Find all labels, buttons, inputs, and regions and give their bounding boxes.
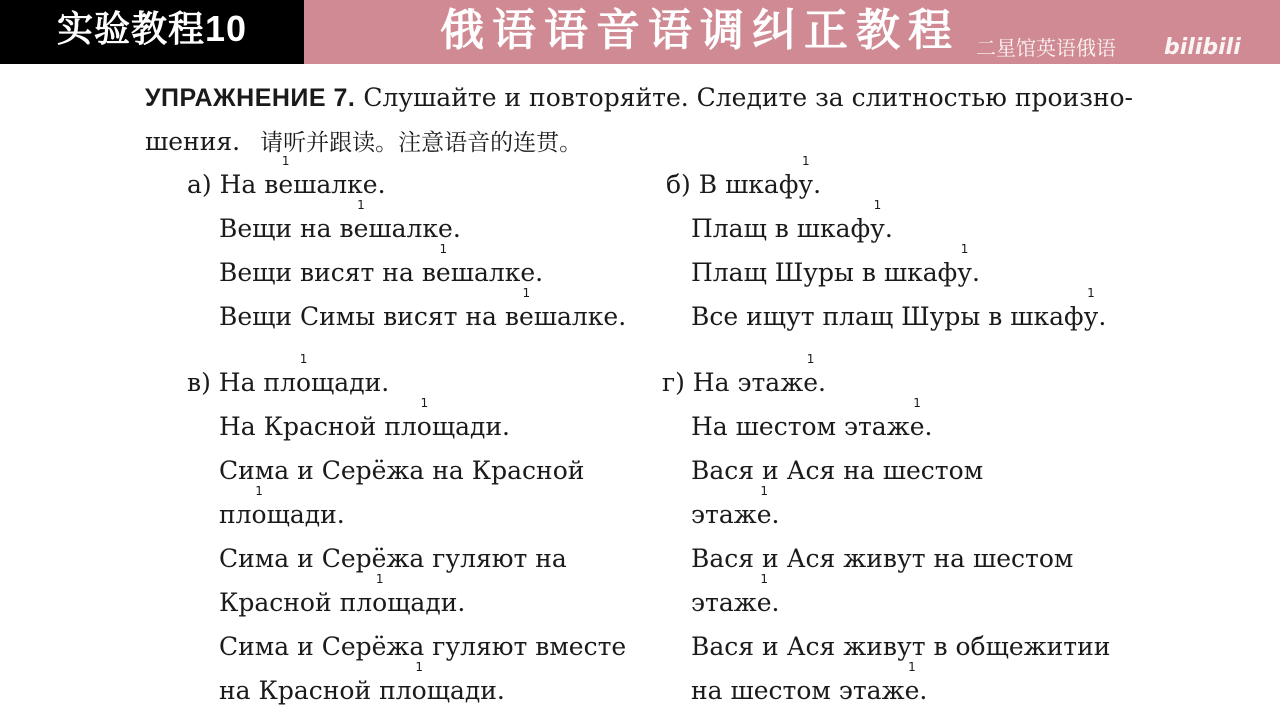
- stressed-vowel: 1 е: [910, 412, 925, 442]
- exercise-line: пл1 ощади.: [219, 500, 345, 530]
- instruction-zh: 请听并跟读。注意语音的连贯。: [260, 130, 583, 156]
- stressed-vowel: 1 е: [803, 368, 818, 398]
- exercise-line: Плащ в шкаф1 у.: [691, 214, 893, 244]
- exercise-line: на Красной пл1 ощади.: [219, 676, 505, 706]
- exercise-instruction: [145, 76, 1135, 165]
- stressed-vowel: 1 о: [412, 676, 427, 706]
- exercise-line: Сима и Серёжа на Красной: [219, 456, 585, 485]
- exercise-line: Вася и Ася на шестом: [691, 456, 984, 485]
- channel-watermark: 二星馆英语俄语: [976, 36, 1116, 60]
- exercise-line: этаж1 е.: [691, 588, 780, 618]
- exercise-line: Вещи Симы висят на в1 ешалке.: [219, 302, 626, 332]
- stressed-vowel: 1 е: [757, 588, 772, 618]
- lesson-tag: 实验教程10: [0, 0, 304, 64]
- exercise-line: На шестом этаж1 е.: [691, 412, 932, 442]
- exercise-line: а) На в1 ешалке.: [187, 170, 386, 200]
- stressed-vowel: 1 е: [519, 302, 534, 332]
- exercise-line: Красной пл1 ощади.: [219, 588, 465, 618]
- instruction-ru-line2: шения.: [145, 127, 241, 156]
- stressed-vowel: 1 е: [354, 214, 369, 244]
- exercise-line: Плащ Шуры в шкаф1 у.: [691, 258, 980, 288]
- stressed-vowel: 1 у: [1084, 302, 1099, 332]
- exercise-label: УПРАЖНЕНИЕ 7.: [145, 84, 356, 112]
- stressed-vowel: 1 е: [757, 500, 772, 530]
- stressed-vowel: 1 е: [278, 170, 293, 200]
- exercise-line: б) В шкаф1 у.: [666, 170, 821, 200]
- stressed-vowel: 1 о: [372, 588, 387, 618]
- exercise-line: Вася и Ася живут на шестом: [691, 544, 1074, 573]
- exercise-line: в) На пл1 ощади.: [187, 368, 389, 398]
- exercise-line: Сима и Серёжа гуляют на: [219, 544, 567, 573]
- instruction-ru-line1: Слушайте и повторяйте. Следите за слитностью произно-: [363, 83, 1134, 112]
- exercise-line: Вещи висят на в1 ешалке.: [219, 258, 543, 288]
- top-banner: [0, 0, 1280, 64]
- stressed-vowel: 1 о: [296, 368, 311, 398]
- bilibili-logo: bilibili: [1164, 35, 1241, 60]
- stressed-vowel: 1 у: [957, 258, 972, 288]
- exercise-line: На Красной пл1 ощади.: [219, 412, 510, 442]
- stressed-vowel: 1 е: [905, 676, 920, 706]
- exercise-line: Вещи на в1 ешалке.: [219, 214, 461, 244]
- stressed-vowel: 1 о: [252, 500, 267, 530]
- exercise-line: этаж1 е.: [691, 500, 780, 530]
- stressed-vowel: 1 у: [798, 170, 813, 200]
- course-title: 俄语语音语调纠正教程: [440, 5, 960, 56]
- stressed-vowel: 1 е: [436, 258, 451, 288]
- exercise-line: Сима и Серёжа гуляют вместе: [219, 632, 627, 661]
- exercise-line: Все ищут плащ Шуры в шкаф1 у.: [691, 302, 1106, 332]
- stressed-vowel: 1 у: [870, 214, 885, 244]
- stressed-vowel: 1 о: [417, 412, 432, 442]
- exercise-line: г) На этаж1 е.: [662, 368, 826, 398]
- exercise-line: Вася и Ася живут в общежитии: [691, 632, 1111, 661]
- exercise-line: на шестом этаж1 е.: [691, 676, 927, 706]
